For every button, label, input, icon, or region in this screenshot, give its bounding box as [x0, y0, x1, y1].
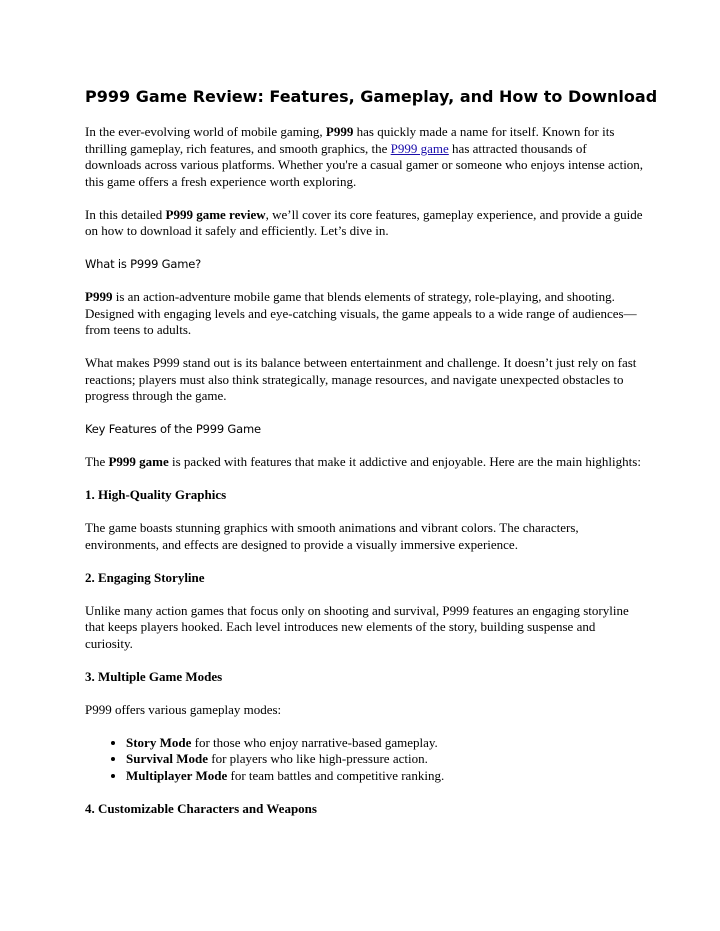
mode-name: Multiplayer Mode: [126, 767, 228, 783]
what-is-paragraph-1: [85, 289, 645, 339]
text-run: In this detailed: [85, 206, 166, 222]
text-run: is an action-adventure mobile game that blends elements of strategy, role-playing, and shooting. Designed with engaging levels and eye-catching visuals, the game appeals to a wide range of audiences—from teens to adults.: [85, 289, 637, 337]
feature-1-heading: 1. High-Quality Graphics: [85, 487, 227, 502]
list-item: [126, 751, 645, 768]
mode-desc: for those who enjoy narrative-based gameplay.: [191, 734, 438, 750]
feature-2-heading: 2. Engaging Storyline: [85, 569, 205, 585]
page-title: P999 Game Review: Features, Gameplay, and How to Download: [85, 87, 658, 106]
feature-3-text: P999 offers various gameplay modes:: [85, 701, 282, 717]
mode-desc: for team battles and competitive ranking.: [227, 767, 445, 783]
mode-name: Survival Mode: [126, 751, 208, 766]
text-run: , we’ll cover its core features, gameplay experience, and provide a guide on how to download it safely and efficiently. Let’s dive in.: [85, 206, 643, 238]
text-run: is packed with features that make it addictive and enjoyable. Here are the main highlights:: [168, 454, 641, 469]
bold-text: P999: [85, 289, 113, 304]
feature-3-heading: 3. Multiple Game Modes: [85, 668, 223, 684]
text-run: has attracted thousands of downloads across various platforms. Whether you're a casual gamer or someone who enjoys intense action, this game offers a fresh experience worth exploring.: [85, 140, 644, 189]
bold-text: P999 game review: [165, 206, 266, 222]
bold-text: P999 game: [108, 454, 169, 469]
text-run: has quickly made a name for itself. Known for its thrilling gameplay, rich features, and smooth graphics, the: [85, 124, 615, 156]
intro-paragraph-2: [85, 207, 645, 240]
feature-1-text: The game boasts stunning graphics with smooth animations and vibrant colors. The characters, environments, and effects are designed to provide a visually immersive experience.: [85, 520, 579, 552]
game-modes-list: [85, 735, 645, 785]
intro-paragraph-1: [85, 124, 645, 190]
document-body: [85, 86, 658, 834]
feature-2-text: Unlike many action games that focus only on shooting and survival, P999 features an engaging storyline that keeps players hooked. Each level introduces new elements of the story, building suspense and curiosity.: [85, 602, 629, 651]
key-features-intro: [85, 454, 645, 471]
what-is-heading: What is P999 Game?: [85, 257, 201, 271]
list-item: [126, 735, 645, 752]
text-run: The: [85, 454, 109, 469]
text-run: In the ever-evolving world of mobile gaming,: [85, 124, 326, 139]
bold-text: P999: [325, 124, 354, 139]
what-is-paragraph-2: What makes P999 stand out is its balance between entertainment and challenge. It doesn’t just rely on fast reactions; players must also think strategically, manage resources, and navigate unexpected obstacles to progress through the game.: [85, 355, 637, 403]
mode-desc: for players who like high-pressure action.: [207, 751, 428, 766]
feature-4-heading: 4. Customizable Characters and Weapons: [85, 800, 317, 816]
p999-game-link[interactable]: P999 game: [390, 140, 449, 156]
mode-name: Story Mode: [126, 734, 192, 750]
list-item: [126, 768, 645, 785]
key-features-heading: Key Features of the P999 Game: [85, 422, 261, 436]
